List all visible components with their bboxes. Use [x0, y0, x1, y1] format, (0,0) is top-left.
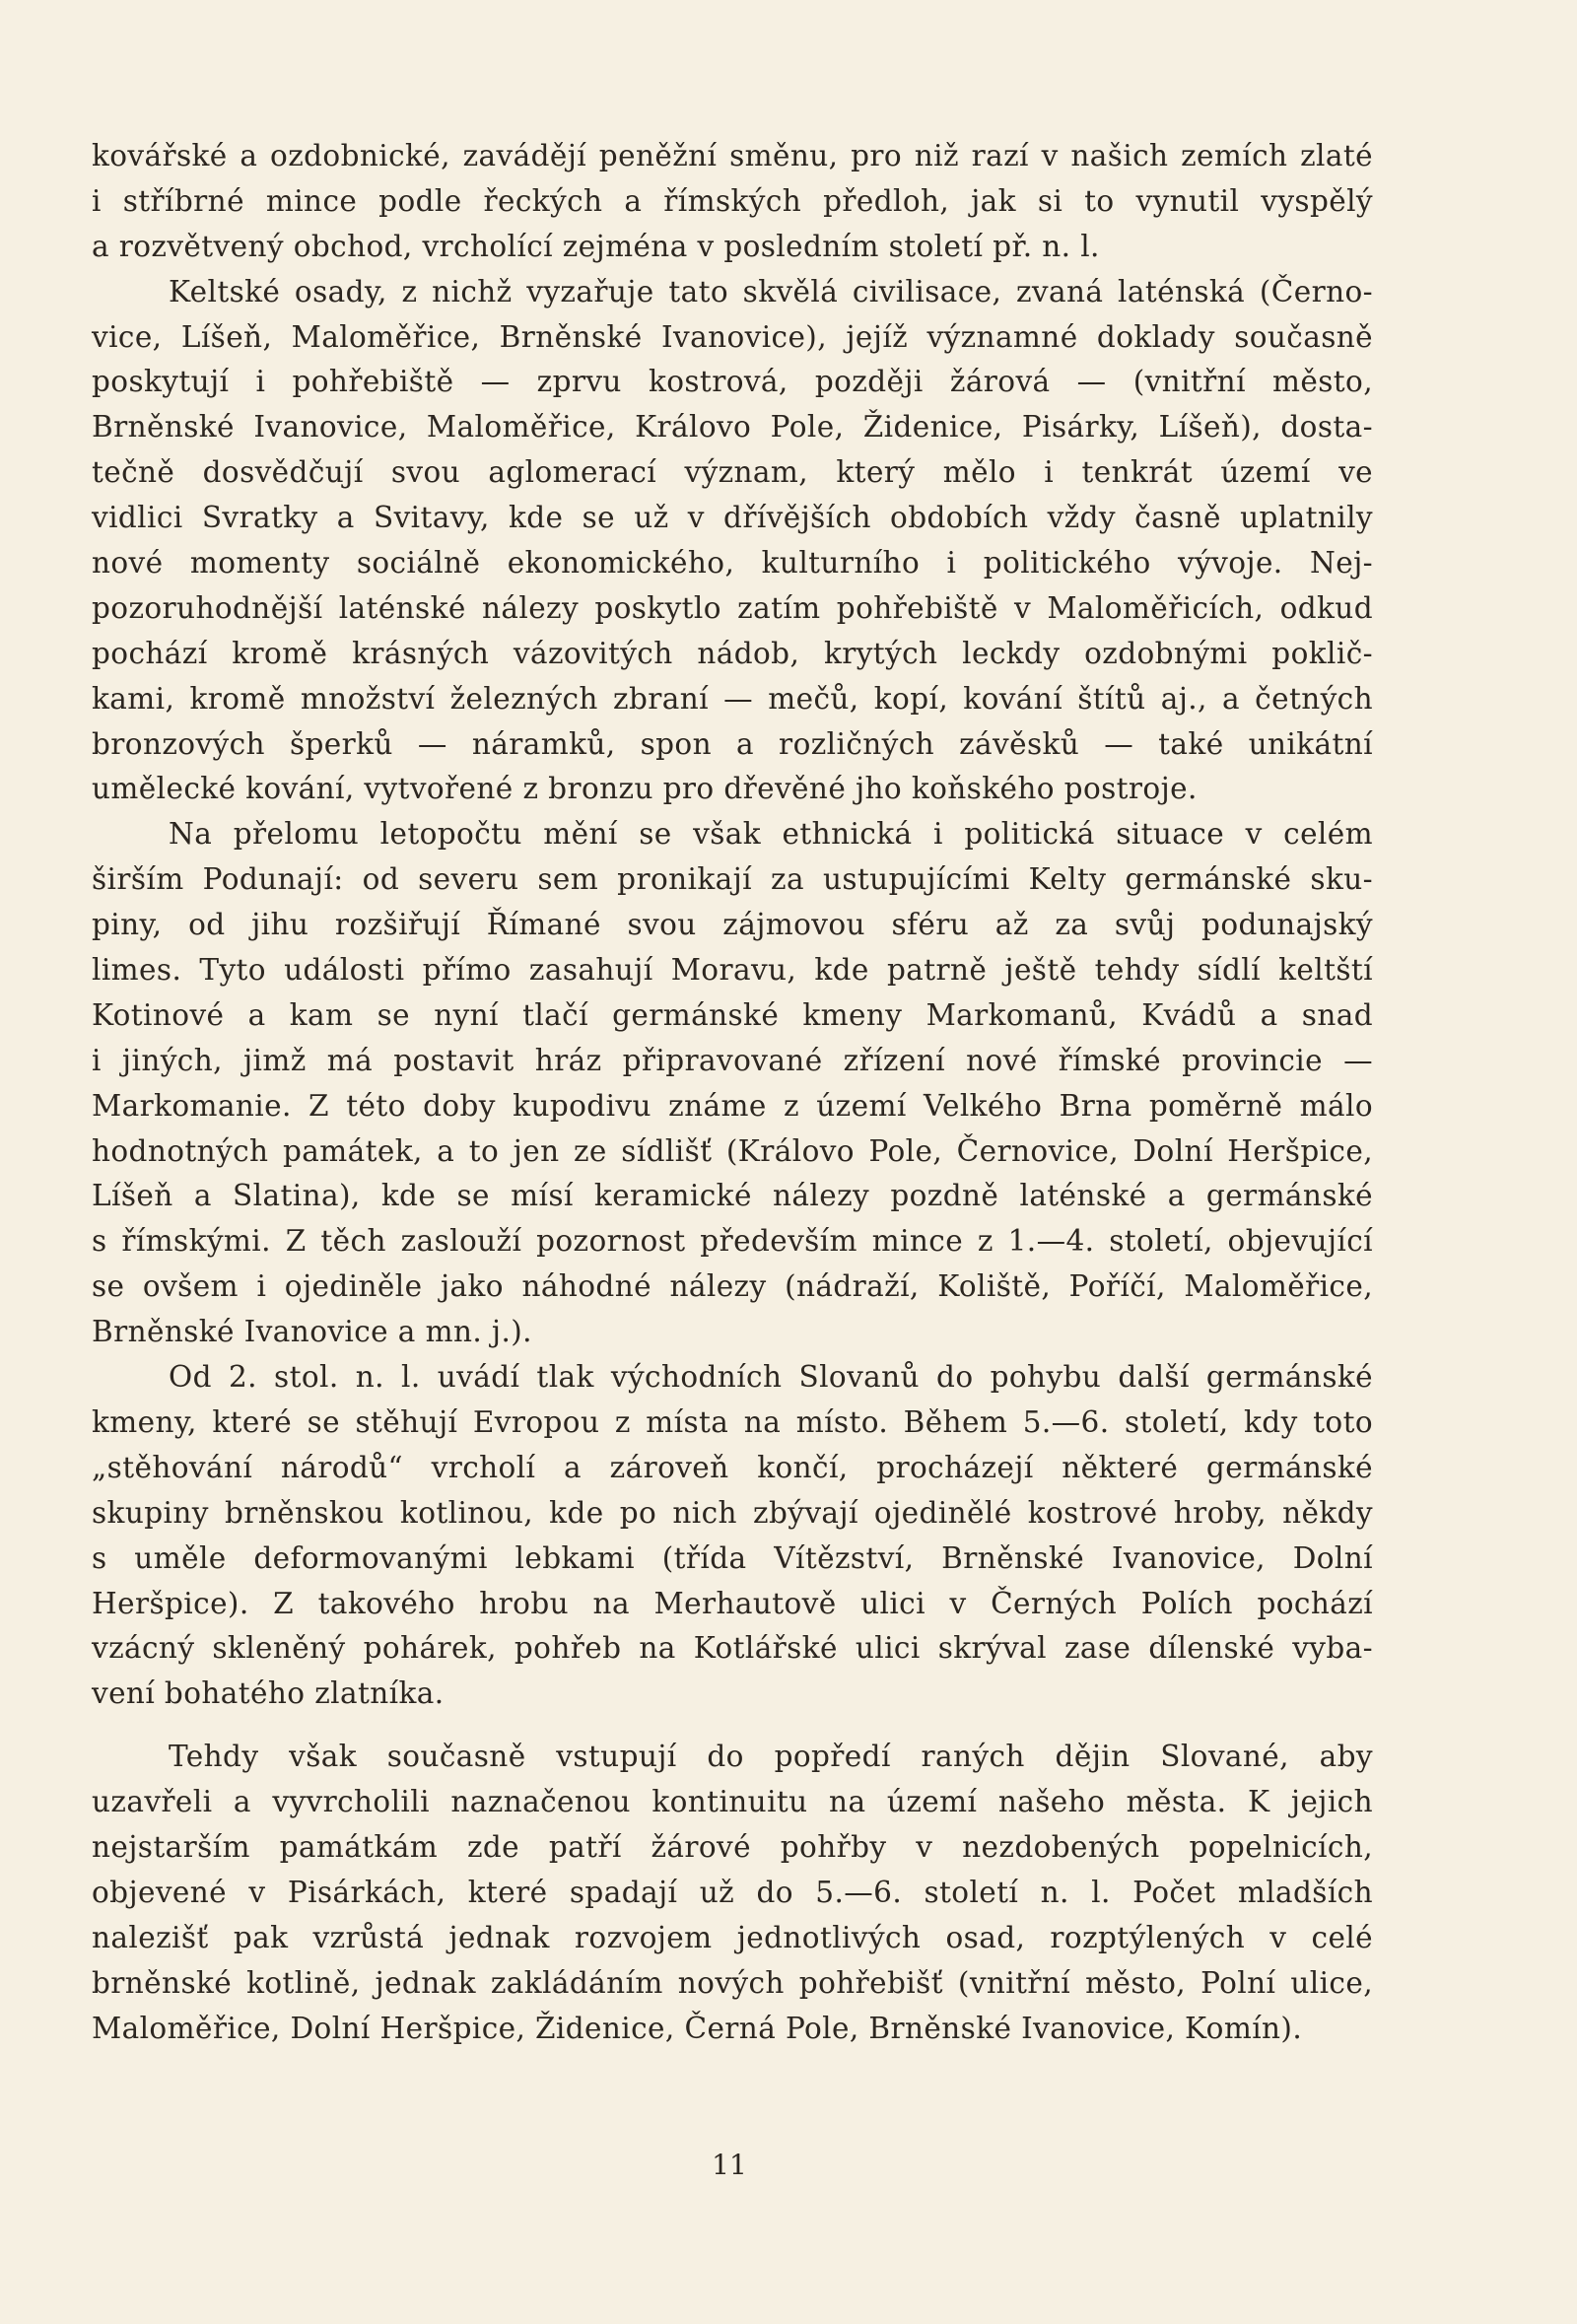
- text-line: vzácný skleněný pohárek, pohřeb na Kotlářské ulici skrýval zase dílenské vyba-: [92, 1631, 1373, 1666]
- page-number: 11: [712, 2149, 747, 2181]
- text-line: umělecké kování, vytvořené z bronzu pro dřevěné jho koňského postroje.: [92, 772, 1198, 806]
- paragraph: [92, 134, 1373, 270]
- text-line: Keltské osady, z nichž vyzařuje tato skvělá civilisace, zvaná laténská (Černo-: [169, 274, 1373, 308]
- paragraph: [92, 1735, 1373, 2051]
- text-line: Maloměřice, Dolní Heršpice, Židenice, Černá Pole, Brněnské Ivanovice, Komín).: [92, 2011, 1303, 2045]
- text-line: uzavřeli a vyvrcholili naznačenou kontinuitu na území našeho města. K jejich: [92, 1785, 1373, 1819]
- text-line: s uměle deformovanými lebkami (třída Vítězství, Brněnské Ivanovice, Dolní: [92, 1540, 1373, 1575]
- text-line: Na přelomu letopočtu mění se však ethnická i politická situace v celém: [169, 817, 1373, 852]
- text-line: pozoruhodnější laténské nálezy poskytlo zatím pohřebiště v Maloměřicích, odkud: [92, 590, 1373, 625]
- text-line: nové momenty sociálně ekonomického, kulturního i politického vývoje. Nej-: [92, 546, 1373, 581]
- text-line: Tehdy však současně vstupují do popředí raných dějin Slované, aby: [169, 1740, 1373, 1774]
- text-line: „stěhování národů“ vrcholí a zároveň končí, procházejí některé germánské: [92, 1450, 1373, 1484]
- text-line: poskytují i pohřebiště — zprvu kostrová, později žárová — (vnitřní město,: [92, 365, 1373, 399]
- text-line: hodnotných památek, a to jen ze sídlišť (Královo Pole, Černovice, Dolní Heršpice,: [92, 1133, 1373, 1168]
- text-line: vidlici Svratky a Svitavy, kde se už v dřívějších obdobích vždy časně uplatnily: [92, 501, 1373, 535]
- text-line: Brněnské Ivanovice a mn. j.).: [92, 1315, 532, 1349]
- text-line: s římskými. Z těch zaslouží pozornost především mince z 1.—4. století, objevující: [92, 1224, 1373, 1259]
- text-line: pochází kromě krásných vázovitých nádob, krytých leckdy ozdobnými poklič-: [92, 636, 1373, 670]
- text-line: a rozvětvený obchod, vrcholící zejména v posledním století př. n. l.: [92, 229, 1100, 263]
- text-line: i jiných, jimž má postavit hráz připravované zřízení nové římské provincie —: [92, 1043, 1373, 1077]
- text-line: objevené v Pisárkách, které spadají už do 5.—6. století n. l. Počet mladších: [92, 1875, 1373, 1909]
- text-line: kovářské a ozdobnické, zavádějí peněžní směnu, pro niž razí v našich zemích zlaté: [92, 139, 1373, 172]
- text-line: se ovšem i ojediněle jako náhodné nálezy (nádraží, Koliště, Poříčí, Maloměřice,: [92, 1269, 1373, 1304]
- text-line: vice, Líšeň, Maloměřice, Brněnské Ivanovice), jejíž významné doklady současně: [92, 319, 1373, 354]
- text-line: širším Podunají: od severu sem pronikají za ustupujícími Kelty germánské sku-: [92, 862, 1373, 897]
- text-line: vení bohatého zlatníka.: [92, 1676, 445, 1711]
- text-line: skupiny brněnskou kotlinou, kde po nich zbývají ojedinělé kostrové hroby, někdy: [92, 1495, 1373, 1530]
- text-line: nalezišť pak vzrůstá jednak rozvojem jednotlivých osad, rozptýlených v celé: [92, 1920, 1373, 1954]
- text-line: brněnské kotlině, jednak zakládáním nových pohřebišť (vnitřní město, Polní ulice,: [92, 1965, 1373, 2000]
- text-line: i stříbrné mince podle řeckých a římských předloh, jak si to vynutil vyspělý: [92, 183, 1373, 218]
- text-line: bronzových šperků — náramků, spon a rozličných závěsků — také unikátní: [92, 726, 1373, 761]
- text-line: Brněnské Ivanovice, Maloměřice, Královo Pole, Židenice, Pisárky, Líšeň), dosta-: [92, 410, 1373, 444]
- text-line: piny, od jihu rozšiřují Římané svou zájmovou sféru až za svůj podunajský: [92, 908, 1373, 942]
- body-text: [92, 134, 1373, 2051]
- paragraph: [92, 270, 1373, 813]
- text-line: kmeny, které se stěhují Evropou z místa na místo. Během 5.—6. století, kdy toto: [92, 1404, 1373, 1439]
- text-line: Markomanie. Z této doby kupodivu známe z území Velkého Brna poměrně málo: [92, 1088, 1373, 1123]
- text-line: limes. Tyto události přímo zasahují Moravu, kde patrně ještě tehdy sídlí keltští: [92, 953, 1373, 988]
- text-line: Heršpice). Z takového hrobu na Merhautově ulici v Černých Polích pochází: [92, 1586, 1373, 1620]
- paragraph: [92, 1355, 1373, 1717]
- text-line: nejstarším památkám zde patří žárové pohřby v nezdobených popelnicích,: [92, 1829, 1373, 1864]
- text-line: kami, kromě množství železných zbraní — mečů, kopí, kování štítů aj., a četných: [92, 681, 1373, 716]
- text-line: Kotinové a kam se nyní tlačí germánské kmeny Markomanů, Kvádů a snad: [92, 997, 1373, 1032]
- text-line: tečně dosvědčují svou aglomerací význam, který mělo i tenkrát území ve: [92, 455, 1373, 490]
- paragraph: [92, 812, 1373, 1355]
- text-line: Líšeň a Slatina), kde se mísí keramické nálezy pozdně laténské a germánské: [92, 1179, 1373, 1213]
- text-line: Od 2. stol. n. l. uvádí tlak východních Slovanů do pohybu další germánské: [169, 1360, 1373, 1395]
